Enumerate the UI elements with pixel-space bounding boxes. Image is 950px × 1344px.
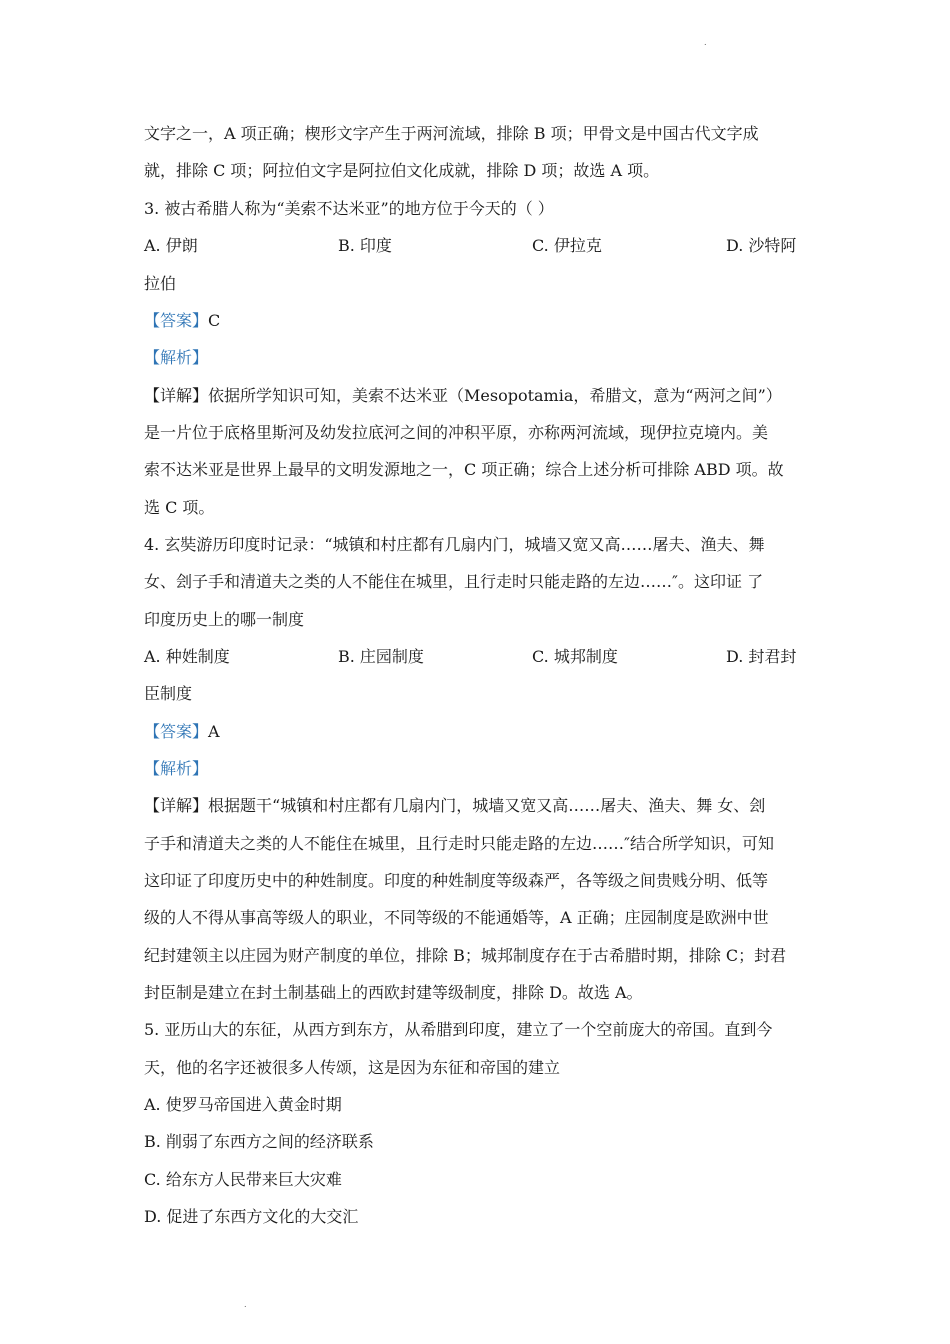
q4-option-b: B. 庄园制度 bbox=[338, 647, 424, 666]
q3-detail-line-1 bbox=[144, 386, 782, 406]
q4-detail-line-3: 这印证了印度历史中的种姓制度。印度的种姓制度等级森严，各等级之间贵贱分明、低等 bbox=[144, 871, 769, 890]
bottom-marker: . bbox=[244, 1300, 247, 1309]
q5-stem-line-1: 5. 亚历山大的东征，从西方到东方，从希腊到印度，建立了一个空前庞大的帝国。直到今 bbox=[144, 1020, 773, 1039]
q4-option-a: A. 种姓制度 bbox=[144, 647, 230, 666]
q4-detail-line-2: 子手和清道夫之类的人不能住在城里，且行走时只能走路的左边……″结合所学知识，可知 bbox=[144, 834, 774, 853]
top-marker: . bbox=[704, 38, 707, 47]
q4-stem-line-1: 4. 玄奘游历印度时记录：“城镇和村庄都有几扇内门，城墙又宽又高……屠夫、渔夫、舞 bbox=[144, 535, 765, 554]
q4-detail-line-6: 封臣制是建立在封土制基础上的西欧封建等级制度，排除 D。故选 A。 bbox=[144, 983, 643, 1002]
q5-option-c: C. 给东方人民带来巨大灾难 bbox=[144, 1170, 342, 1189]
q4-option-d: D. 封君封 bbox=[726, 647, 797, 666]
q3-stem: 3. 被古希腊人称为“美索不达米亚”的地方位于今天的（ ） bbox=[144, 199, 554, 218]
detail-text: 依据所学知识可知，美索不达米亚（Mesopotamia，希腊文，意为“两河之间”） bbox=[208, 386, 782, 405]
answer-value: A bbox=[208, 722, 220, 741]
q3-answer bbox=[144, 311, 220, 331]
detail-tag: 【详解】 bbox=[144, 386, 209, 405]
q3-detail-line-2: 是一片位于底格里斯河及幼发拉底河之间的冲积平原，亦称两河流域，现伊拉克境内。美 bbox=[144, 423, 769, 442]
q3-option-a: A. 伊朗 bbox=[144, 236, 198, 255]
q3-detail-line-3: 索不达米亚是世界上最早的文明发源地之一，C 项正确；综合上述分析可排除 ABD 项。故 bbox=[144, 460, 784, 479]
q5-option-a: A. 使罗马帝国进入黄金时期 bbox=[144, 1095, 342, 1114]
q3-option-c: C. 伊拉克 bbox=[532, 236, 602, 255]
analysis-tag: 【解析】 bbox=[144, 348, 209, 367]
detail-tag: 【详解】 bbox=[144, 796, 209, 815]
q4-stem-line-3: 印度历史上的哪一制度 bbox=[144, 610, 305, 629]
q3-detail-line-4: 选 C 项。 bbox=[144, 498, 215, 517]
q5-option-d: D. 促进了东西方文化的大交汇 bbox=[144, 1207, 359, 1226]
q4-detail-line-1 bbox=[144, 796, 765, 816]
prev-explanation-line-1: 文字之一，A 项正确；楔形文字产生于两河流域，排除 B 项；甲骨文是中国古代文字成 bbox=[144, 124, 759, 143]
detail-text: 根据题干“城镇和村庄都有几扇内门，城墙又宽又高……屠夫、渔夫、舞 女、刽 bbox=[208, 796, 766, 815]
q3-analysis bbox=[144, 348, 208, 368]
q4-detail-line-5: 纪封建领主以庄园为财产制度的单位，排除 B；城邦制度存在于古希腊时期，排除 C；封君 bbox=[144, 946, 787, 965]
q4-detail-line-4: 级的人不得从事高等级人的职业，不同等级的不能通婚等，A 正确；庄园制度是欧洲中世 bbox=[144, 908, 769, 927]
answer-tag: 【答案】 bbox=[144, 311, 209, 330]
q3-option-b: B. 印度 bbox=[338, 236, 392, 255]
q3-option-d: D. 沙特阿 bbox=[726, 236, 797, 255]
answer-tag: 【答案】 bbox=[144, 722, 209, 741]
prev-explanation-line-2: 就，排除 C 项；阿拉伯文字是阿拉伯文化成就，排除 D 项；故选 A 项。 bbox=[144, 161, 660, 180]
q4-stem-line-2: 女、刽子手和清道夫之类的人不能住在城里，且行走时只能走路的左边……″。这印证 了 bbox=[144, 572, 764, 591]
q4-answer bbox=[144, 722, 220, 742]
q5-option-b: B. 削弱了东西方之间的经济联系 bbox=[144, 1132, 374, 1151]
q5-stem-line-2: 天，他的名字还被很多人传颂，这是因为东征和帝国的建立 bbox=[144, 1058, 561, 1077]
answer-value: C bbox=[208, 311, 221, 330]
q4-analysis bbox=[144, 759, 208, 779]
q4-option-wrap: 臣制度 bbox=[144, 684, 193, 703]
q3-option-wrap: 拉伯 bbox=[144, 274, 177, 293]
analysis-tag: 【解析】 bbox=[144, 759, 209, 778]
q4-option-c: C. 城邦制度 bbox=[532, 647, 618, 666]
